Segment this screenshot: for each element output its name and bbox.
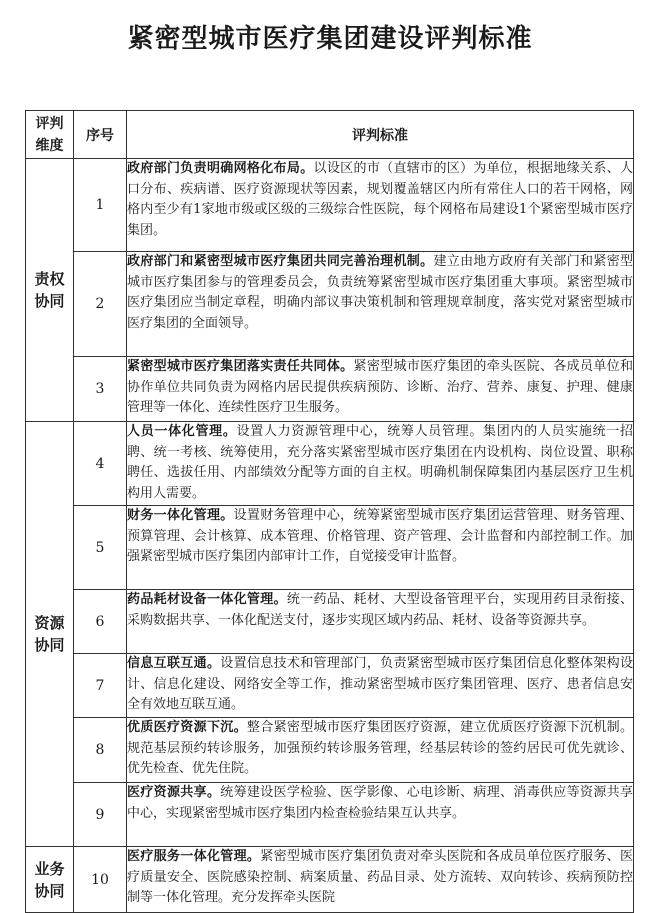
criteria-cell bbox=[127, 422, 634, 506]
dimension-cell: 责权协同 bbox=[26, 159, 74, 422]
criteria-cell bbox=[127, 252, 634, 357]
criteria-text: 紧密型城市医疗集团的牵头医院、各成员单位和协作单位共同负责为网格内居民提供疾病预防、诊断、治疗、营养、康复、护理、健康管理等一体化、连续性医疗卫生服务。 bbox=[127, 359, 633, 415]
row-number: 7 bbox=[74, 654, 127, 718]
row-number: 9 bbox=[74, 783, 127, 847]
criteria-heading: 政府部门和紧密型城市医疗集团共同完善治理机制。 bbox=[127, 254, 434, 269]
criteria-heading: 人员一体化管理。 bbox=[127, 424, 237, 439]
row-number: 8 bbox=[74, 718, 127, 783]
criteria-cell bbox=[127, 357, 634, 422]
criteria-heading: 药品耗材设备一体化管理。 bbox=[127, 592, 287, 607]
criteria-text: 统筹建设医学检验、医学影像、心电诊断、病理、消毒供应等资源共享中心，实现紧密型城市医疗集团内检查检验结果互认共享。 bbox=[127, 785, 633, 821]
row-number: 10 bbox=[74, 847, 127, 913]
criteria-cell bbox=[127, 506, 634, 590]
criteria-heading: 医疗资源共享。 bbox=[127, 785, 221, 800]
table-row bbox=[26, 654, 634, 718]
row-number: 6 bbox=[74, 590, 127, 654]
dimension-cell: 业务协同 bbox=[26, 847, 74, 913]
criteria-cell bbox=[127, 654, 634, 718]
table-row bbox=[26, 783, 634, 847]
criteria-heading: 信息互联互通。 bbox=[127, 656, 221, 671]
table-row bbox=[26, 718, 634, 783]
table-row bbox=[26, 159, 634, 252]
criteria-text: 设置人力资源管理中心，统筹人员管理。集团内的人员实施统一招聘、统一考核、统筹使用，充分落实紧密型城市医疗集团在内设机构、岗位设置、职称聘任、选拔任用、内部绩效分配等方面的自主权。明确机制保障集团内基层医疗卫生机构用人需要。 bbox=[127, 424, 633, 500]
criteria-cell bbox=[127, 590, 634, 654]
table-header-row bbox=[26, 111, 634, 159]
table-row bbox=[26, 422, 634, 506]
criteria-heading: 紧密型城市医疗集团落实责任共同体。 bbox=[127, 359, 354, 374]
criteria-cell bbox=[127, 159, 634, 252]
criteria-text: 统一药品、耗材、大型设备管理平台，实现用药目录衔接、采购数据共享、一体化配送支付，逐步实现区域内药品、耗材、设备等资源共享。 bbox=[127, 592, 633, 628]
criteria-cell bbox=[127, 847, 634, 913]
dimension-cell: 资源协同 bbox=[26, 422, 74, 847]
row-number: 1 bbox=[74, 159, 127, 252]
row-number: 2 bbox=[74, 252, 127, 357]
table-row bbox=[26, 357, 634, 422]
row-number: 3 bbox=[74, 357, 127, 422]
criteria-heading: 医疗服务一体化管理。 bbox=[127, 849, 261, 864]
criteria-text: 紧密型城市医疗集团负责对牵头医院和各成员单位医疗服务、医疗质量安全、医院感染控制、病案质量、药品目录、处方流转、双向转诊、疾病预防控制等一体化管理。充分发挥牵头医院 bbox=[127, 849, 633, 905]
criteria-text: 设置信息技术和管理部门，负责紧密型城市医疗集团信息化整体架构设计、信息化建设、网络安全等工作，推动紧密型城市医疗集团管理、医疗、患者信息安全有效地互联互通。 bbox=[127, 656, 633, 712]
header-number: 序号 bbox=[74, 111, 127, 159]
criteria-table bbox=[25, 110, 634, 913]
criteria-cell bbox=[127, 718, 634, 783]
criteria-heading: 财务一体化管理。 bbox=[127, 508, 234, 523]
header-criteria: 评判标准 bbox=[127, 111, 634, 159]
document-title: 紧密型城市医疗集团建设评判标准 bbox=[127, 24, 533, 54]
criteria-text: 设置财务管理中心，统筹紧密型城市医疗集团运营管理、财务管理、预算管理、会计核算、成本管理、价格管理、资产管理、会计监督和内部控制工作。加强紧密型城市医疗集团内部审计工作，自觉接受审计监督。 bbox=[127, 508, 633, 564]
criteria-heading: 优质医疗资源下沉。 bbox=[127, 720, 247, 735]
criteria-text: 建立由地方政府有关部门和紧密型城市医疗集团参与的管理委员会，负责统筹紧密型城市医疗集团重大事项。紧密型城市医疗集团应当制定章程，明确内部议事决策机制和管理规章制度，落实党对紧密型城市医疗集团的全面领导。 bbox=[127, 254, 633, 331]
criteria-heading: 政府部门负责明确网格化布局。 bbox=[127, 161, 314, 176]
table-row bbox=[26, 590, 634, 654]
table-row bbox=[26, 252, 634, 357]
criteria-text: 以设区的市（直辖市的区）为单位，根据地缘关系、人口分布、疾病谱、医疗资源现状等因素，规划覆盖辖区内所有常住人口的若干网格，网格内至少有1家地市级或区级的三级综合性医院，每个网格布局建设1个紧密型城市医疗集团。 bbox=[127, 161, 633, 238]
header-dimension: 评判维度 bbox=[26, 111, 74, 159]
criteria-text: 整合紧密型城市医疗集团医疗资源，建立优质医疗资源下沉机制。规范基层预约转诊服务，加强预约转诊服务管理，经基层转诊的签约居民可优先就诊、优先检查、优先住院。 bbox=[127, 720, 633, 776]
criteria-cell bbox=[127, 783, 634, 847]
row-number: 4 bbox=[74, 422, 127, 506]
row-number: 5 bbox=[74, 506, 127, 590]
table-row bbox=[26, 506, 634, 590]
table-row bbox=[26, 847, 634, 913]
